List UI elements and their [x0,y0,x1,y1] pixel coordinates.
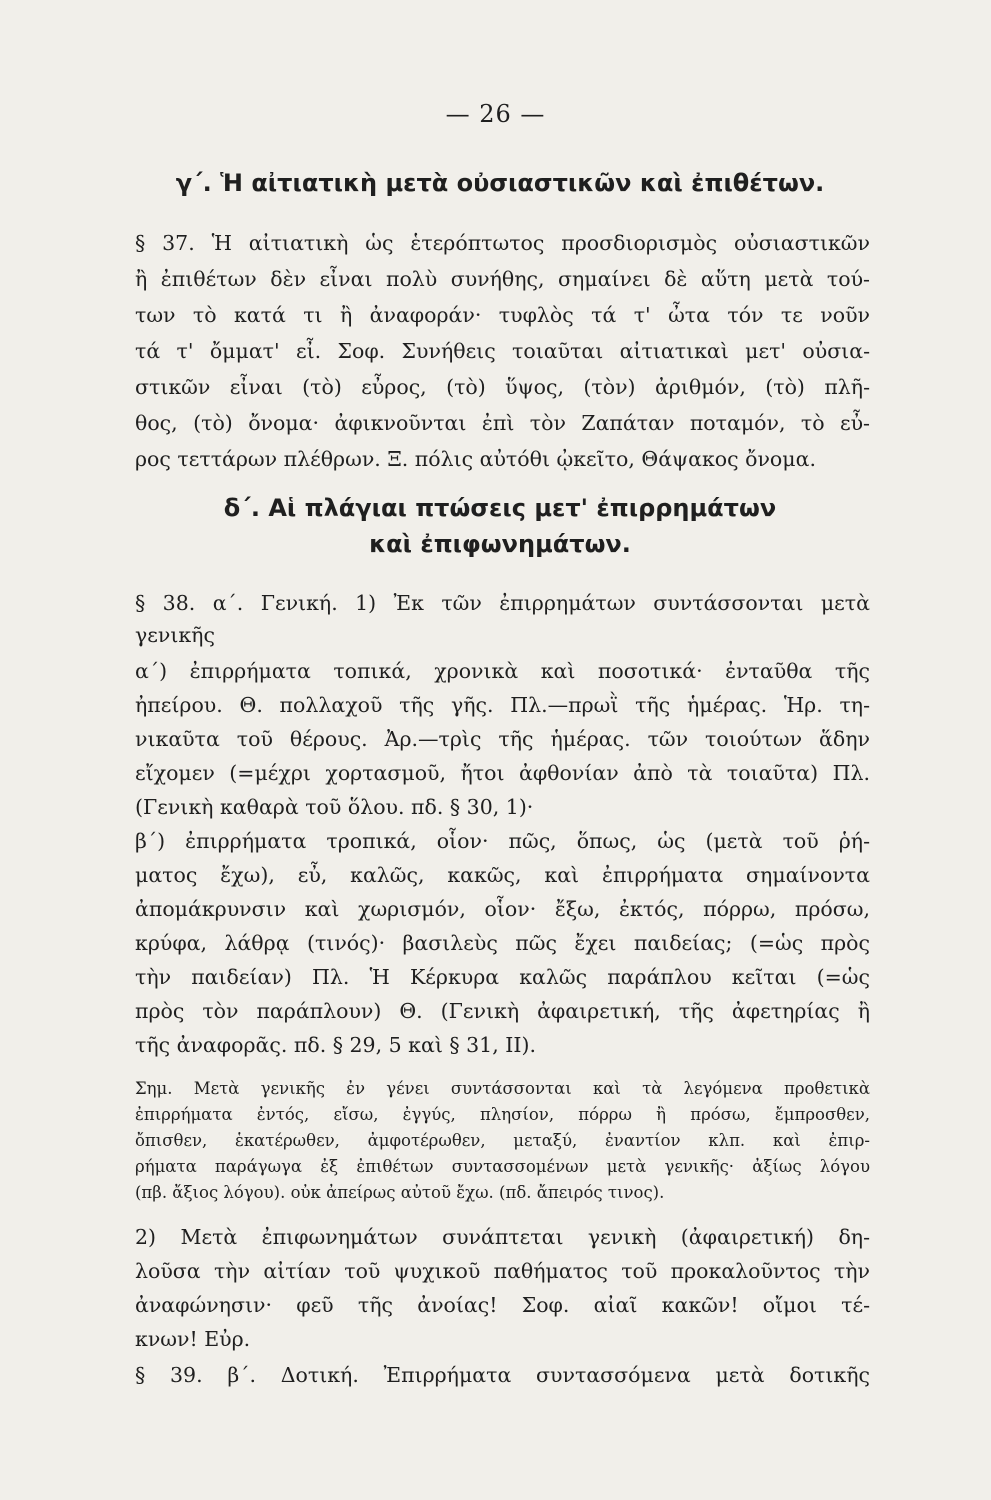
note-line: Σημ. Μετὰ γενικῆς ἐν γένει συντάσσονται καὶ τὰ λεγόμενα προθετικὰ [135,1079,870,1098]
paragraph-38-2-line: λοῦσα τὴν αἰτίαν τοῦ ψυχικοῦ παθήματος τοῦ προκαλοῦντος τὴν [135,1259,870,1283]
section-heading-delta-line2: καὶ ἐπιφωνημάτων. [369,530,631,558]
paragraph-37-line: των τὸ κατά τι ἢ ἀναφοράν· τυφλὸς τά τ' ὦτα τόν τε νοῦν [135,303,870,327]
paragraph-38a-line: (Γενικὴ καθαρὰ τοῦ ὅλου. πδ. § 30, 1)· [135,795,534,819]
note-line: (πβ. ἄξιος λόγου). οὐκ ἀπείρως αὐτοῦ ἔχω. (πδ. ἄπειρός τινος). [135,1183,665,1202]
paragraph-38-2-line: κνων! Εὐρ. [135,1327,251,1351]
paragraph-38-2-line: 2) Μετὰ ἐπιφωνημάτων συνάπτεται γενικὴ (ἀφαιρετική) δη- [135,1225,870,1249]
note-line: ἐπιρρήματα ἐντός, εἴσω, ἐγγύς, πλησίον, πόρρω ἢ πρόσω, ἔμπροσθεν, [135,1105,870,1124]
page-number: — 26 — [445,100,546,128]
paragraph-37-line: στικῶν εἶναι (τὸ) εὖρος, (τὸ) ὕψος, (τὸν) ἀριθμόν, (τὸ) πλῆ- [135,375,870,399]
note-line: ρήματα παράγωγα ἐξ ἐπιθέτων συντασσομένων μετὰ γενικῆς· ἀξίως λόγου [135,1157,870,1176]
section-heading-delta-line1: δ΄. Αἱ πλάγιαι πτώσεις μετ' ἐπιρρημάτων [223,494,777,522]
paragraph-38b-line: κρύφα, λάθρᾳ (τινός)· βασιλεὺς πῶς ἔχει παιδείας; (=ὡς πρὸς [135,931,870,955]
paragraph-38b-line: ἀπομάκρυνσιν καὶ χωρισμόν, οἷον· ἔξω, ἐκτός, πόρρω, πρόσω, [135,897,870,921]
paragraph-38b-line: β΄) ἐπιρρήματα τροπικά, οἷον· πῶς, ὅπως, ὡς (μετὰ τοῦ ῥή- [135,829,870,853]
paragraph-38b-line: πρὸς τὸν παράπλουν) Θ. (Γενικὴ ἀφαιρετική, τῆς ἀφετηρίας ἢ [135,999,870,1023]
paragraph-38b-line: τὴν παιδείαν) Πλ. Ἡ Κέρκυρα καλῶς παράπλου κεῖται (=ὡς [135,965,870,989]
paragraph-38b-line: ματος ἔχω), εὖ, καλῶς, κακῶς, καὶ ἐπιρρήματα σημαίνοντα [135,863,870,887]
paragraph-38a-line: εἴχομεν (=μέχρι χορτασμοῦ, ἤτοι ἀφθονίαν ἀπὸ τὰ τοιαῦτα) Πλ. [135,761,870,785]
paragraph-37-line: τά τ' ὄμματ' εἶ. Σοφ. Συνήθεις τοιαῦται αἰτιατικαὶ μετ' οὐσια- [135,339,870,363]
note-line: ὄπισθεν, ἑκατέρωθεν, ἀμφοτέρωθεν, μεταξύ, ἐναντίον κλπ. καὶ ἐπιρ- [135,1131,870,1150]
paragraph-37-line: θος, (τὸ) ὄνομα· ἀφικνοῦνται ἐπὶ τὸν Ζαπάταν ποταμόν, τὸ εὖ- [135,411,870,435]
paragraph-38a-line: α΄) ἐπιρρήματα τοπικά, χρονικὰ καὶ ποσοτικά· ἐνταῦθα τῆς [135,659,870,683]
paragraph-37-line: ρος τεττάρων πλέθρων. Ξ. πόλις αὐτόθι ᾠκεῖτο, Θάψακος ὄνομα. [135,447,816,471]
paragraph-37-line: ἢ ἐπιθέτων δὲν εἶναι πολὺ συνήθης, σημαίνει δὲ αὕτη μετὰ τού- [135,267,870,291]
paragraph-38a-line: ἠπείρου. Θ. πολλαχοῦ τῆς γῆς. Πλ.—πρωῒ τῆς ἡμέρας. Ἡρ. τη- [135,693,870,717]
paragraph-38-line: § 38. α΄. Γενική. 1) Ἐκ τῶν ἐπιρρημάτων συντάσσονται μετὰ [135,591,870,615]
paragraph-38a-line: νικαῦτα τοῦ θέρους. Ἀρ.—τρὶς τῆς ἡμέρας. τῶν τοιούτων ἅδην [135,727,870,751]
paragraph-37-line: § 37. Ἡ αἰτιατικὴ ὡς ἑτερόπτωτος προσδιορισμὸς οὐσιαστικῶν [135,231,870,255]
section-heading-gamma: γ΄. Ἡ αἰτιατικὴ μετὰ οὐσιαστικῶν καὶ ἐπιθέτων. [175,169,825,197]
paragraph-39-line: § 39. β΄. Δοτική. Ἐπιρρήματα συντασσόμενα μετὰ δοτικῆς [135,1363,870,1387]
paragraph-38-2-line: ἀναφώνησιν· φεῦ τῆς ἀνοίας! Σοφ. αἰαῖ κακῶν! οἴμοι τέ- [135,1293,870,1317]
paragraph-38-line: γενικῆς [135,623,215,647]
paragraph-38b-line: τῆς ἀναφορᾶς. πδ. § 29, 5 καὶ § 31, ΙΙ). [135,1033,536,1057]
